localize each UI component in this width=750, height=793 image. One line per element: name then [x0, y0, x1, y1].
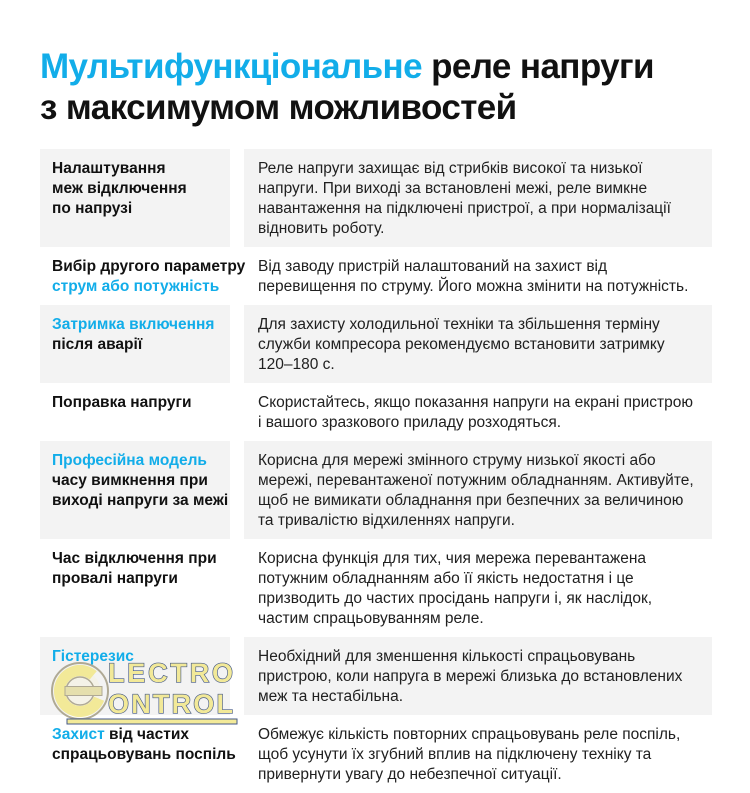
table-row: [40, 247, 712, 305]
feature-label-text: виході напруги за межі: [52, 492, 229, 509]
feature-label: [40, 539, 230, 637]
feature-label-line: [52, 159, 220, 179]
feature-description: Від заводу пристрій налаштований на захист від перевищення по струму. Його можна змінити на потужність.: [258, 258, 689, 295]
feature-label-line: [52, 315, 220, 335]
feature-label-text: спрацьовувань поспіль: [52, 746, 236, 763]
logo-text-bottom: ONTROL: [108, 689, 236, 719]
feature-label-text: провалі напруги: [52, 570, 178, 587]
feature-label-line: [52, 257, 246, 277]
feature-label-text: після аварії: [52, 336, 143, 353]
feature-label-line: [52, 471, 220, 491]
feature-label-line: [52, 569, 220, 589]
feature-label-text: Час відключення при: [52, 550, 217, 567]
feature-label-line: [52, 491, 229, 511]
feature-label: [40, 383, 230, 441]
logo-text-top: LECTRO: [108, 658, 236, 688]
table-row: [40, 637, 712, 715]
feature-label-line: [52, 725, 220, 745]
page-title: [0, 0, 750, 128]
table-row: [40, 715, 712, 793]
table-row: [40, 441, 712, 539]
title-accent-word: Мультифункціональне: [40, 47, 422, 86]
feature-label-text: меж відключення: [52, 180, 187, 197]
table-row: [40, 149, 712, 247]
feature-label: [40, 305, 230, 383]
feature-label-accent: струм або потужність: [52, 278, 220, 295]
feature-description: Реле напруги захищає від стрибків високої та низької напруги. При виході за встановлені межі, реле вимкне навантаження на підключені пристрої, а при нормалізації відновить роботу.: [244, 149, 712, 247]
title-rest-line1: реле напруги: [431, 47, 654, 86]
feature-label-accent: Захист: [52, 726, 105, 743]
feature-label-text: від частих: [104, 726, 189, 743]
title-line2: з максимумом можливостей: [40, 88, 517, 127]
table-row: [40, 383, 712, 441]
feature-label-line: [52, 393, 220, 413]
feature-label-text: Вибір другого параметру: [52, 258, 246, 275]
feature-label: [40, 149, 230, 247]
table-row: [40, 305, 712, 383]
feature-description: Для захисту холодильної техніки та збільшення терміну служби компресора рекомендуємо встановити затримку 120–180 с.: [244, 305, 712, 383]
feature-description: Скористайтесь, якщо показання напруги на екрані пристрою і вашого зразкового приладу розходяться.: [258, 394, 694, 431]
feature-label: [40, 441, 230, 539]
features-table: [40, 149, 712, 793]
feature-label: [40, 247, 246, 305]
feature-label-line: [52, 745, 236, 765]
feature-description: Корисна функція для тих, чия мережа перевантажена потужним обладнанням або її якість недостатня і це призводить до частих просідань напруги і, як наслідок, частим спрацьовуванням реле.: [258, 550, 653, 627]
feature-label-line: [52, 277, 220, 297]
feature-label-line: [52, 647, 220, 667]
feature-label-text: Поправка напруги: [52, 394, 192, 411]
feature-label-line: [52, 179, 220, 199]
feature-label-accent: Гістерезис: [52, 648, 134, 665]
feature-label-text: часу вимкнення при: [52, 472, 208, 489]
feature-label-text: Налаштування: [52, 160, 166, 177]
feature-description: Обмежує кількість повторних спрацьовувань реле поспіль, щоб усунути їх згубний вплив на підключену техніку та привернути увагу до небезпечної ситуації.: [258, 726, 681, 783]
feature-label-line: [52, 335, 220, 355]
feature-description: Корисна для мережі змінного струму низької якості або мережі, перевантаженої потужним обладнанням. Активуйте, щоб не вимикати обладнання при безпечних за величиною та тривалістю відхиленнях напруги.: [244, 441, 712, 539]
feature-label-line: [52, 451, 220, 471]
feature-description: Необхідний для зменшення кількості спрацьовувань пристрою, коли напруга в мережі близька до встановлених меж та нестабільна.: [244, 637, 712, 715]
feature-label-accent: Професійна модель: [52, 452, 207, 469]
feature-label: [40, 637, 230, 715]
feature-label: [40, 715, 236, 793]
feature-label-line: [52, 549, 220, 569]
feature-label-text: по напрузі: [52, 200, 133, 217]
feature-label-line: [52, 199, 220, 219]
feature-label-accent: Затримка включення: [52, 316, 215, 333]
table-row: [40, 539, 712, 637]
